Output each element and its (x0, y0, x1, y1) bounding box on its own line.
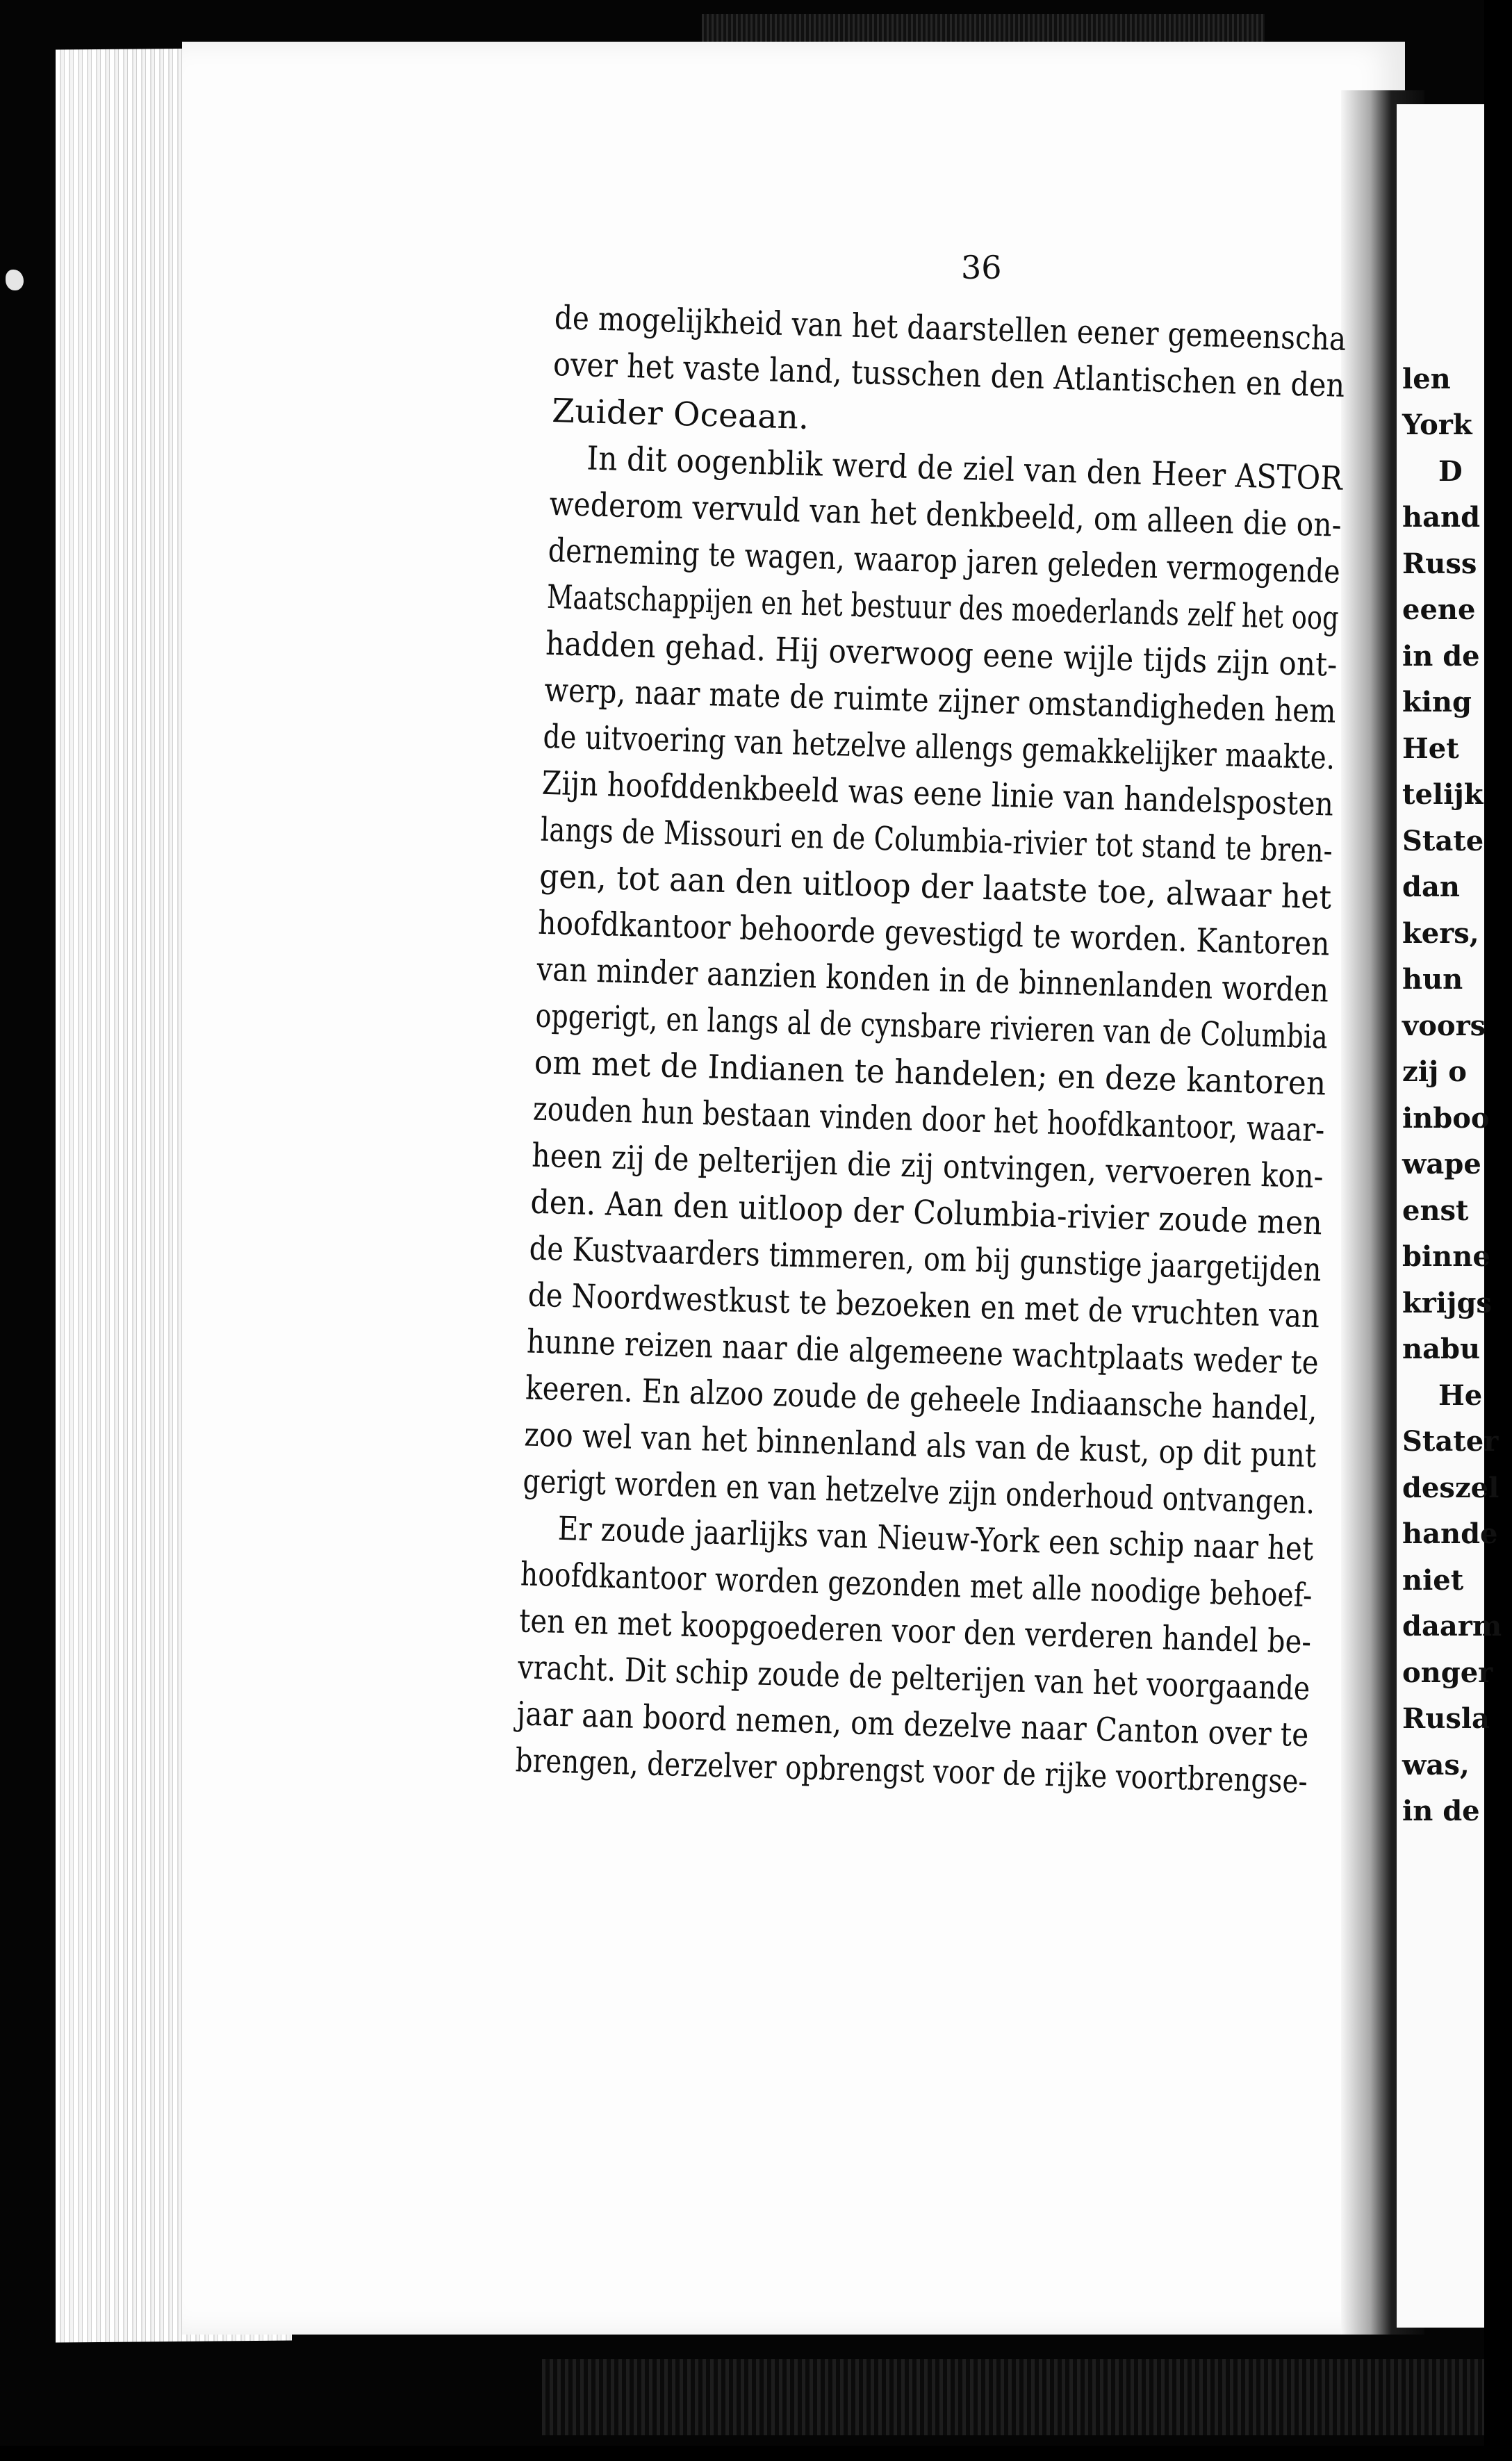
text-line: om met de Indianen te handelen; en deze kantoren (534, 1043, 1327, 1103)
text-line: In dit oogenblik werd de ziel van den Heer ASTOR (586, 439, 1343, 498)
text-line: heen zij de pelterijen die zij ontvingen, vervoeren kon- (531, 1136, 1324, 1196)
facing-line: in de (1402, 640, 1480, 673)
facing-line: kers, (1402, 917, 1479, 950)
text-line: brengen, derzelver opbrengst voor de rijke voortbrengse- (515, 1741, 1308, 1802)
facing-line: State (1402, 825, 1484, 857)
text-line: wederom vervuld van het denkbeeld, om alleen die on- (549, 484, 1342, 545)
facing-line: deszel (1402, 1472, 1499, 1504)
book-spine-bottom (542, 2359, 1484, 2435)
text-line: den. Aan den uitloop der Columbia-rivier zoude men (529, 1183, 1323, 1243)
text-line: hunne reizen naar die algemeene wachtplaats weder te (526, 1322, 1320, 1383)
facing-line: voors (1402, 1010, 1486, 1042)
facing-line: telijk (1402, 778, 1484, 811)
facing-line: krijgs (1402, 1287, 1492, 1319)
text-line: derneming te wagen, waarop jaren geleden vermogende (548, 531, 1341, 591)
facing-line: enst (1402, 1194, 1469, 1227)
facing-line: Rusla (1402, 1702, 1490, 1735)
text-line: de Noordwestkust te bezoeken en met de vruchten van (527, 1276, 1320, 1336)
facing-line: hun (1402, 963, 1463, 996)
facing-line: York (1402, 409, 1472, 441)
text-line: hadden gehad. Hij overwoog eene wijle tijds zijn ont- (545, 624, 1338, 684)
text-line: Er zoude jaarlijks van Nieuw-York een schip naar het (557, 1509, 1315, 1569)
facing-line: eene (1402, 593, 1476, 626)
text-line: opgerigt, en langs al de cynsbare rivieren van de Columbia (535, 996, 1329, 1057)
facing-line: dan (1402, 871, 1460, 903)
facing-line: Het (1402, 732, 1459, 765)
text-line: jaar aan boord nemen, om dezelve naar Canton over te (516, 1695, 1310, 1755)
facing-line: was, (1402, 1749, 1470, 1781)
text-line: de uitvoering van hetzelve allengs gemakkelijker maakte. (542, 717, 1336, 777)
facing-line: niet (1402, 1564, 1464, 1597)
text-line: Maatschappijen en het bestuur des moederlands zelf het oog (546, 577, 1340, 638)
facing-line: daarm (1402, 1610, 1502, 1643)
text-line: keeren. En alzoo zoude de geheele Indiaansche handel, (525, 1369, 1318, 1429)
text-line: zoo wel van het binnenland als van de kust, op dit punt (523, 1415, 1317, 1476)
facing-line: binne (1402, 1240, 1490, 1273)
text-line: over het vaste land, tusschen den Atlantischen en den (552, 345, 1346, 405)
text-line: hoofdkantoor worden gezonden met alle noodige behoef- (520, 1555, 1313, 1615)
facing-line: hand (1402, 501, 1481, 534)
text-line: ten en met koopgoederen voor den verderen handel be- (518, 1602, 1312, 1662)
text-line: vracht. Dit schip zoude de pelterijen van het voorgaande (517, 1648, 1311, 1709)
facing-line: Stater (1402, 1425, 1499, 1458)
text-line: zouden hun bestaan vinden door het hoofdkantoor, waar- (532, 1089, 1326, 1150)
facing-line: king (1402, 686, 1472, 718)
facing-line: Russ (1402, 548, 1477, 580)
facing-line: He (1438, 1379, 1483, 1412)
text-line: Zuider Oceaan. (551, 392, 810, 437)
facing-line: in de (1402, 1795, 1480, 1827)
facing-line: inboo (1402, 1102, 1490, 1135)
text-line: de mogelijkheid van het daarstellen eener gemeenscha (554, 299, 1347, 359)
facing-line: len (1402, 363, 1451, 395)
text-line: gen, tot aan den uitloop der laatste toe, alwaar het (539, 857, 1332, 917)
facing-line: onger (1402, 1656, 1493, 1689)
facing-line: D (1438, 455, 1463, 488)
text-line: gerigt worden en van hetzelve zijn onderhoud ontvangen. (522, 1462, 1315, 1522)
page-number: 36 (961, 249, 1002, 286)
text-line: hoofdkantoor behoorde gevestigd te worden. Kantoren (537, 903, 1331, 964)
facing-line: wape (1402, 1148, 1481, 1180)
facing-line: nabu (1402, 1333, 1481, 1365)
facing-line: hande (1402, 1517, 1498, 1550)
text-line: van minder aanzien konden in de binnenlanden worden (536, 950, 1329, 1010)
text-line: de Kustvaarders timmeren, om bij gunstige jaargetijden (529, 1229, 1322, 1290)
text-line: Zijn hoofddenkbeeld was eene linie van handelsposten (541, 764, 1334, 824)
text-line: werp, naar mate de ruimte zijner omstandigheden hem (543, 670, 1337, 731)
facing-line: zij o (1402, 1055, 1467, 1088)
text-line: langs de Missouri en de Columbia-rivier tot stand te bren- (540, 810, 1333, 871)
